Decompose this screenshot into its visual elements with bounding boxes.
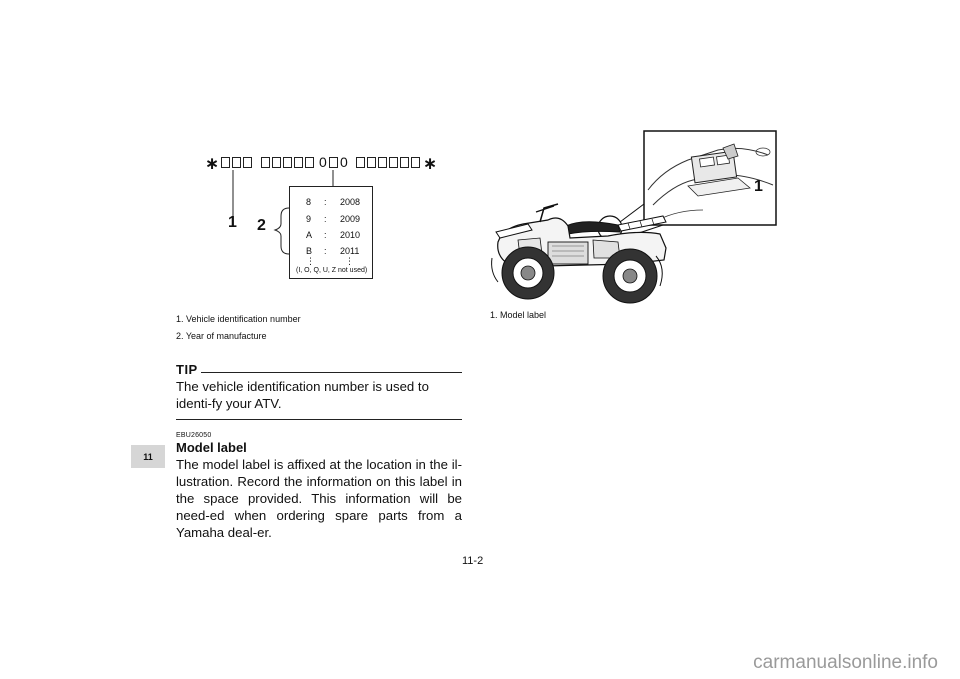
tip-heading: TIP — [176, 362, 201, 377]
tip-heading-row — [176, 362, 462, 376]
year-row: B : 2011 — [306, 246, 360, 256]
model-label-section — [176, 432, 462, 541]
year-code-table — [289, 186, 373, 279]
asterisk-end-icon: ∗ — [423, 154, 438, 173]
caption-item: 1. Model label — [490, 310, 547, 320]
atv-illustration — [488, 130, 778, 305]
callout-model-label: 1 — [754, 178, 763, 195]
vin-captions — [176, 314, 301, 342]
tip-body: The vehicle identification number is used to identi-fy your ATV. — [176, 379, 429, 411]
year-row: 8 : 2008 — [306, 197, 361, 207]
watermark: carmanualsonline.info — [753, 652, 938, 673]
vin-digit: 0 — [319, 154, 327, 170]
tip-block — [176, 362, 462, 420]
atv-figure — [488, 130, 778, 305]
chapter-tab: 11 — [131, 445, 165, 468]
atv-captions — [490, 310, 546, 322]
year-row: A : 2010 — [306, 230, 361, 240]
section-body: The model label is affixed at the location in the il-lustration. Record the information on this label in the space provided. This information will be need-ed when ordering spare parts from a Yamaha deal-er. — [176, 457, 462, 540]
callout-year: 2 — [257, 217, 266, 234]
vin-digit: 0 — [340, 154, 348, 170]
asterisk-start-icon: ∗ — [205, 154, 220, 173]
year-table-note: (I, O, Q, U, Z not used) — [296, 267, 368, 274]
tip-rule-bottom — [176, 419, 462, 420]
callout-vin: 1 — [228, 214, 237, 231]
vin-figure — [205, 150, 445, 285]
section-title: Model label — [176, 440, 247, 455]
page-number: 11-2 — [462, 555, 484, 567]
caption-item: 1. Vehicle identification number — [176, 314, 301, 324]
section-code: EBU26050 — [176, 432, 212, 439]
year-row-continuation: ⋮ ⋮ — [306, 256, 354, 266]
year-row: 9 : 2009 — [306, 214, 361, 224]
caption-item: 2. Year of manufacture — [176, 330, 267, 341]
tip-rule-top — [176, 372, 462, 373]
